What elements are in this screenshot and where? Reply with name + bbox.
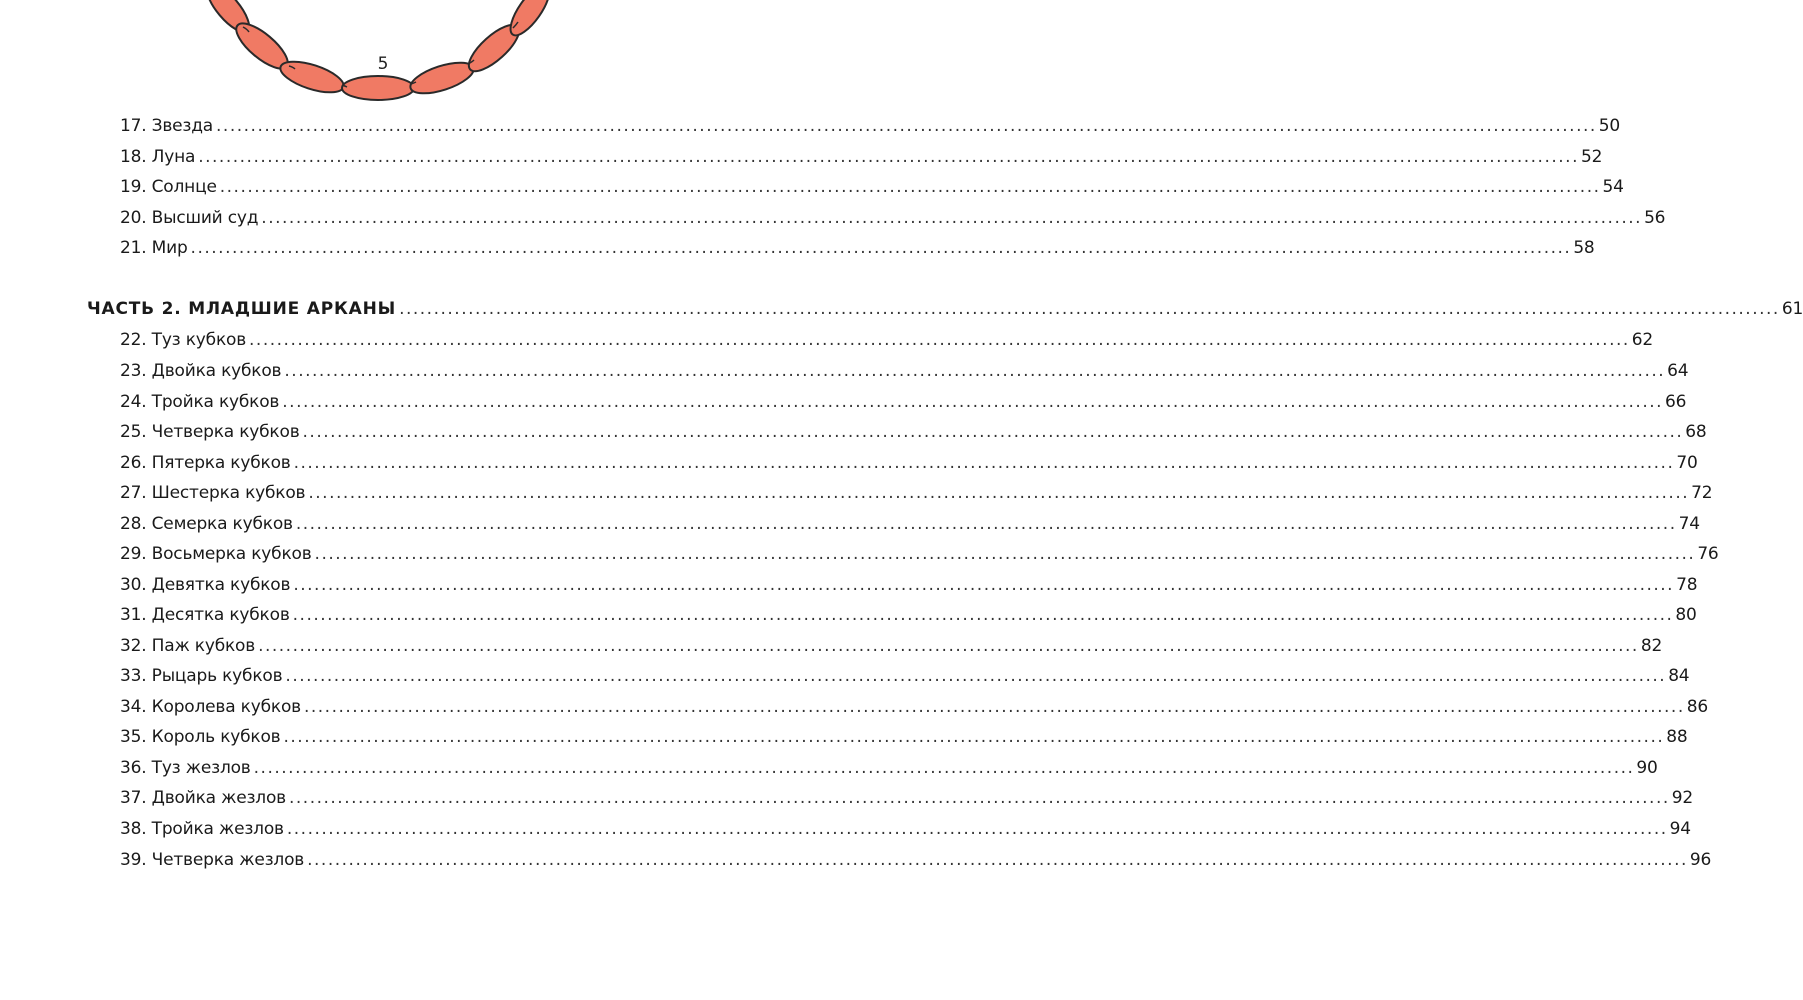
toc-entry <box>120 756 1658 780</box>
toc-entry-title: 29. Восьмерка кубков <box>120 544 312 564</box>
dot-leader: ........................................................................................................................................................................................................ <box>285 666 1667 686</box>
toc-entry-page: 94 <box>1669 819 1691 839</box>
dot-leader: ........................................................................................................................................................................................................ <box>307 850 1688 870</box>
toc-entry-title: 39. Четверка жезлов <box>120 850 305 870</box>
dot-leader: ........................................................................................................................................................................................................ <box>258 636 1639 656</box>
dot-leader: ........................................................................................................................................................................................................ <box>190 238 1572 258</box>
toc-entry <box>120 664 1690 688</box>
toc-entry <box>120 512 1700 536</box>
toc-entry <box>120 695 1708 719</box>
dot-leader: ........................................................................................................................................................................................................ <box>282 392 1664 412</box>
toc-entry-title: 34. Королева кубков <box>120 697 301 717</box>
toc-entry-page: 68 <box>1685 422 1707 442</box>
toc-entry-title: 35. Король кубков <box>120 727 281 747</box>
toc-entry-page: 92 <box>1671 788 1693 808</box>
toc-entry-title: 32. Паж кубков <box>120 636 256 656</box>
toc-entry-page: 90 <box>1636 758 1658 778</box>
toc-entry <box>120 481 1713 505</box>
toc-entry-page: 82 <box>1640 636 1663 656</box>
toc-entry <box>120 145 1603 169</box>
toc-entry <box>120 634 1663 658</box>
toc-entry-title: 17. Звезда <box>120 116 214 136</box>
page-number: 5 <box>377 54 389 74</box>
dot-leader: ........................................................................................................................................................................................................ <box>216 116 1597 136</box>
toc-entry-title: ЧАСТЬ 2. МЛАДШИЕ АРКАНЫ <box>87 299 397 319</box>
toc-entry-title: 30. Девятка кубков <box>120 575 291 595</box>
toc-entry <box>120 848 1712 872</box>
dot-leader: ........................................................................................................................................................................................................ <box>261 208 1643 228</box>
toc-entry-page: 76 <box>1697 544 1719 564</box>
toc-entry <box>120 175 1624 199</box>
dot-leader: ........................................................................................................................................................................................................ <box>314 544 1696 564</box>
toc-entry-title: 21. Мир <box>120 238 188 258</box>
dot-leader: ........................................................................................................................................................................................................ <box>399 299 1780 319</box>
toc-entry-page: 96 <box>1689 850 1712 870</box>
toc-entry-page: 52 <box>1580 147 1603 167</box>
toc-entry-page: 70 <box>1676 453 1698 473</box>
toc-entry-page: 66 <box>1665 392 1687 412</box>
toc-entry-page: 80 <box>1675 605 1697 625</box>
dot-leader: ........................................................................................................................................................................................................ <box>292 605 1674 625</box>
dot-leader: ........................................................................................................................................................................................................ <box>253 758 1635 778</box>
toc-entry <box>120 542 1719 566</box>
toc-entry <box>120 420 1707 444</box>
toc-entry-page: 56 <box>1644 208 1666 228</box>
toc-entry <box>120 725 1688 749</box>
toc-entry-page: 50 <box>1598 116 1621 136</box>
dot-leader: ........................................................................................................................................................................................................ <box>308 483 1690 503</box>
toc-entry-page: 84 <box>1668 666 1690 686</box>
toc-part-heading <box>87 297 1803 321</box>
toc-entry-title: 36. Туз жезлов <box>120 758 251 778</box>
toc-entry-page: 61 <box>1781 299 1803 319</box>
dot-leader: ........................................................................................................................................................................................................ <box>293 575 1675 595</box>
toc-entry-title: 28. Семерка кубков <box>120 514 293 534</box>
toc-entry-page: 58 <box>1573 238 1595 258</box>
toc-entry <box>120 206 1666 230</box>
toc-entry <box>120 603 1697 627</box>
toc-entry <box>120 359 1689 383</box>
toc-entry-title: 33. Рыцарь кубков <box>120 666 283 686</box>
dot-leader: ........................................................................................................................................................................................................ <box>284 361 1666 381</box>
toc-entry-title: 26. Пятерка кубков <box>120 453 291 473</box>
toc-entry-page: 64 <box>1667 361 1689 381</box>
toc-entry-title: 24. Тройка кубков <box>120 392 280 412</box>
toc-entry-title: 22. Туз кубков <box>120 330 247 350</box>
toc-entry-page: 88 <box>1666 727 1688 747</box>
dot-leader: ........................................................................................................................................................................................................ <box>249 330 1630 350</box>
toc-entry <box>120 236 1595 260</box>
toc-entry <box>120 817 1691 841</box>
toc-entry-title: 37. Двойка жезлов <box>120 788 286 808</box>
toc-entry <box>120 390 1687 414</box>
dot-leader: ........................................................................................................................................................................................................ <box>293 453 1675 473</box>
toc-entry-title: 23. Двойка кубков <box>120 361 282 381</box>
toc-entry-title: 18. Луна <box>120 147 196 167</box>
dot-leader: ........................................................................................................................................................................................................ <box>283 727 1665 747</box>
toc-entry-title: 27. Шестерка кубков <box>120 483 306 503</box>
toc-entry-title: 19. Солнце <box>120 177 217 197</box>
toc-entry-title: 20. Высший суд <box>120 208 259 228</box>
dot-leader: ........................................................................................................................................................................................................ <box>288 788 1670 808</box>
dot-leader: ........................................................................................................................................................................................................ <box>219 177 1601 197</box>
toc-entry <box>120 328 1654 352</box>
toc-entry-page: 62 <box>1631 330 1654 350</box>
toc-entry-page: 72 <box>1691 483 1713 503</box>
toc-entry-title: 25. Четверка кубков <box>120 422 300 442</box>
dot-leader: ........................................................................................................................................................................................................ <box>302 422 1684 442</box>
toc-entry-page: 74 <box>1678 514 1700 534</box>
garland-link <box>342 76 414 100</box>
dot-leader: ........................................................................................................................................................................................................ <box>286 819 1668 839</box>
dot-leader: ........................................................................................................................................................................................................ <box>303 697 1685 717</box>
toc-entry <box>120 573 1698 597</box>
garland-link <box>504 0 556 41</box>
toc-entry-page: 78 <box>1676 575 1698 595</box>
toc-entry-title: 38. Тройка жезлов <box>120 819 284 839</box>
toc-entry-title: 31. Десятка кубков <box>120 605 290 625</box>
toc-entry <box>120 451 1698 475</box>
toc-entry-page: 54 <box>1602 177 1624 197</box>
dot-leader: ........................................................................................................................................................................................................ <box>198 147 1579 167</box>
toc-entry <box>120 786 1693 810</box>
toc-entry <box>120 114 1621 138</box>
toc-entry-page: 86 <box>1686 697 1708 717</box>
dot-leader: ........................................................................................................................................................................................................ <box>295 514 1677 534</box>
